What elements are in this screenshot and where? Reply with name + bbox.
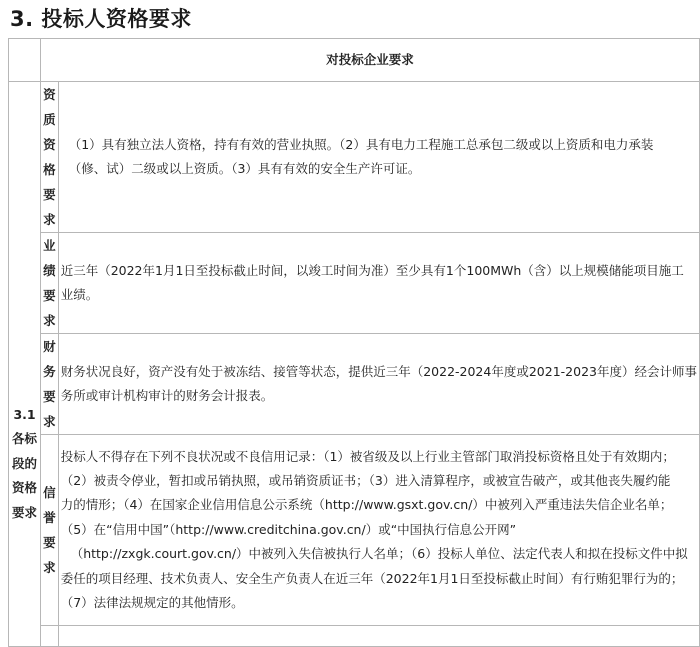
table-row-finance bbox=[9, 334, 700, 435]
content-line: （7）法律法规规定的其他情形。 bbox=[60, 594, 244, 610]
table-row-performance bbox=[9, 233, 700, 334]
row-content-trailing bbox=[58, 626, 699, 647]
row-content-performance bbox=[58, 233, 699, 334]
table-row-trailing bbox=[9, 626, 700, 647]
row-content-credit bbox=[58, 435, 699, 626]
section-heading: 3. 投标人资格要求 bbox=[10, 7, 192, 31]
section-label bbox=[9, 82, 41, 647]
content-line: 务所或审计机构审计的财务会计报表。 bbox=[60, 388, 274, 403]
content-line: （修、试）二级或以上资质。（3）具有有效的安全生产许可证。 bbox=[68, 161, 421, 176]
content-line: 财务状况良好，资产没有处于被冻结、接管等状态，提供近三年（2022-2024年度或2021-2023年度）经会计师事 bbox=[60, 363, 697, 379]
row-content-qualification bbox=[58, 82, 699, 233]
content-line: 近三年（2022年1月1日至投标截止时间，以竣工时间为准）至少具有1个100MWh（含）以上规模储能项目施工 bbox=[60, 262, 684, 278]
row-label-performance: 业绩要求 bbox=[41, 233, 59, 334]
content-line: 委任的项目经理、技术负责人、安全生产负责人在近三年（2022年1月1日至投标截止时间）有行贿犯罪行为的； bbox=[60, 570, 684, 586]
content-line: （5）在“信用中国”（http://www.creditchina.gov.cn/）或“中国执行信息公开网” bbox=[60, 521, 517, 537]
qualification-table bbox=[8, 38, 700, 647]
row-label-credit: 信誉要求 bbox=[41, 435, 59, 626]
table-header-row bbox=[9, 39, 700, 82]
content-line: 力的情形；（4）在国家企业信用信息公示系统（http://www.gsxt.gov.cn/）中被列入严重违法失信企业名单； bbox=[60, 497, 673, 513]
table-header: 对投标企业要求 bbox=[41, 39, 700, 82]
row-content-finance bbox=[58, 334, 699, 435]
content-line: （http://zxgk.court.gov.cn/）中被列入失信被执行人名单；（6）投标人单位、法定代表人和拟在投标文件中拟 bbox=[70, 546, 688, 562]
row-label-finance: 财务要求 bbox=[41, 334, 59, 435]
table-row-qualification bbox=[9, 82, 700, 233]
content-line: 投标人不得存在下列不良状况或不良信用记录：（1）被省级及以上行业主管部门取消投标资格且处于有效期内； bbox=[60, 448, 675, 464]
table-row-credit bbox=[9, 435, 700, 626]
row-label-qualification: 资质资格要求 bbox=[41, 82, 59, 233]
section-label-text: 3.1 各标段的资格要求 bbox=[12, 407, 38, 520]
content-line: （2）被责令停业，暂扣或吊销执照，或吊销资质证书；（3）进入清算程序，或被宣告破产，或其他丧失履约能 bbox=[60, 473, 671, 489]
header-empty-cell bbox=[9, 39, 41, 82]
content-line: （1）具有独立法人资格，持有有效的营业执照。（2）具有电力工程施工总承包二级或以上资质和电力承装 bbox=[68, 136, 654, 152]
row-label-trailing bbox=[41, 626, 59, 647]
content-line: 业绩。 bbox=[60, 287, 99, 302]
